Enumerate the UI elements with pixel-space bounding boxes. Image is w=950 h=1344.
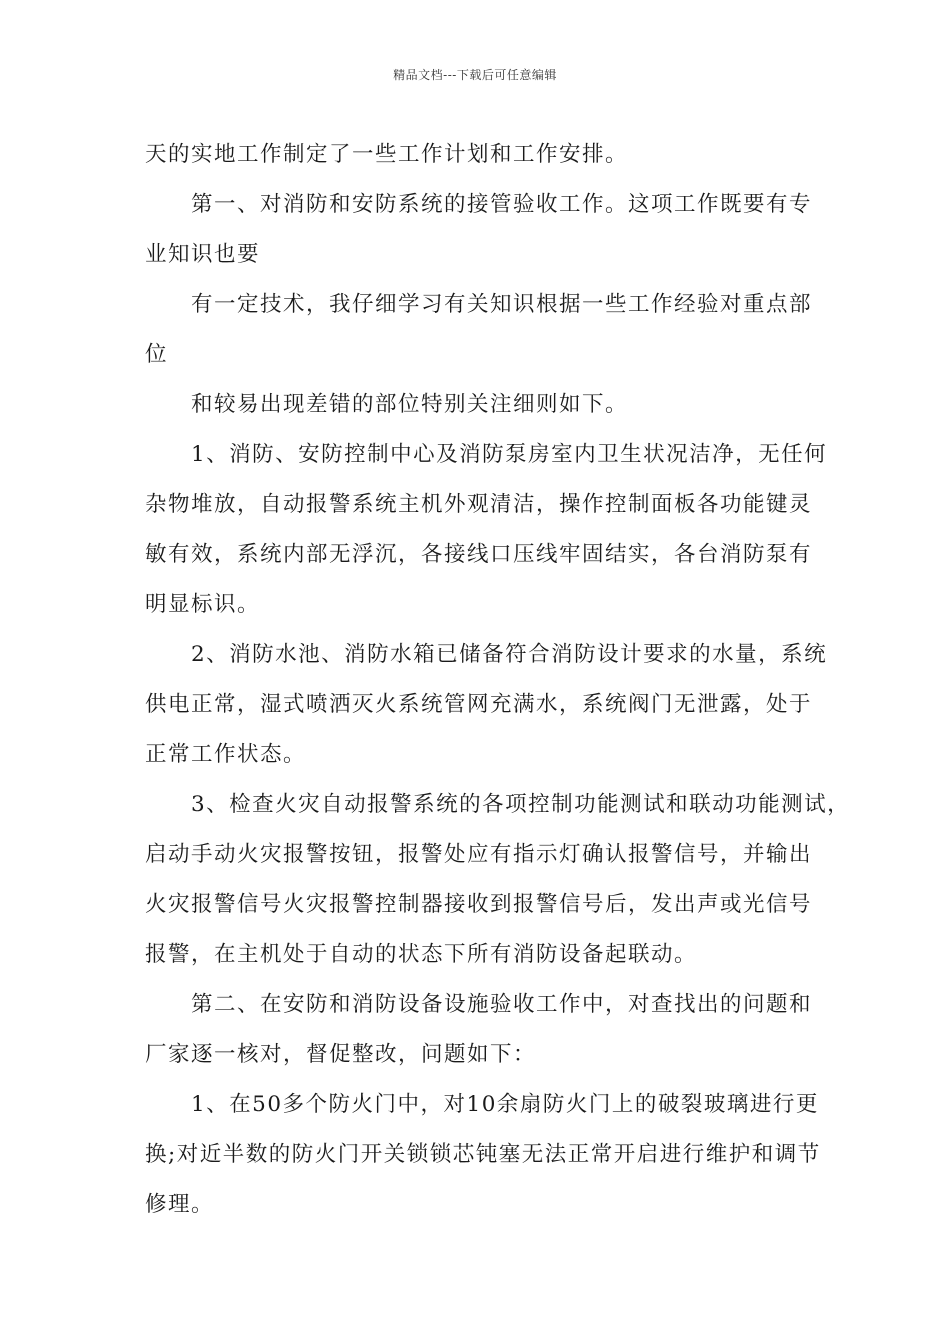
text-line: 正常工作状态。 bbox=[145, 742, 307, 767]
text-line: 供电正常，湿式喷洒灭火系统管网充满水，系统阀门无泄露，处于 bbox=[145, 692, 813, 717]
paragraph-first-line: 和较易出现差错的部位特别关注细则如下。 bbox=[191, 392, 629, 417]
text-line: 位 bbox=[145, 342, 169, 367]
page-header: 精品文档---下载后可任意编辑 bbox=[393, 68, 557, 82]
text-line: 敏有效，系统内部无浮沉，各接线口压线牢固结实，各台消防泵有 bbox=[145, 542, 813, 567]
text-line: 修理。 bbox=[145, 1192, 215, 1217]
text-line: 天的实地工作制定了一些工作计划和工作安排。 bbox=[145, 142, 629, 167]
text-line: 厂家逐一核对，督促整改，问题如下： bbox=[145, 1042, 537, 1067]
paragraph-first-line: 1、消防、安防控制中心及消防泵房室内卫生状况洁净，无任何 bbox=[191, 442, 828, 467]
text-line: 启动手动火灾报警按钮，报警处应有指示灯确认报警信号，并输出 bbox=[145, 842, 813, 867]
text-line: 报警，在主机处于自动的状态下所有消防设备起联动。 bbox=[145, 942, 698, 967]
text-line: 明显标识。 bbox=[145, 592, 261, 617]
paragraph-first-line: 2、消防水池、消防水箱已储备符合消防设计要求的水量，系统 bbox=[191, 642, 828, 667]
text-line: 业知识也要 bbox=[145, 242, 261, 267]
paragraph-first-line: 第二、在安防和消防设备设施验收工作中，对查找出的问题和 bbox=[191, 992, 813, 1017]
paragraph-first-line: 1、在50多个防火门中，对10余扇防火门上的破裂玻璃进行更 bbox=[191, 1092, 819, 1117]
document-body bbox=[145, 130, 851, 1230]
text-line: 火灾报警信号火灾报警控制器接收到报警信号后，发出声或光信号 bbox=[145, 892, 813, 917]
paragraph-first-line: 有一定技术，我仔细学习有关知识根据一些工作经验对重点部 bbox=[191, 292, 813, 317]
paragraph-first-line: 3、检查火灾自动报警系统的各项控制功能测试和联动功能测试， bbox=[191, 792, 851, 817]
text-line: 换;对近半数的防火门开关锁锁芯钝塞无法正常开启进行维护和调节 bbox=[145, 1142, 821, 1167]
text-line: 杂物堆放，自动报警系统主机外观清洁，操作控制面板各功能键灵 bbox=[145, 492, 813, 517]
paragraph-first-line: 第一、对消防和安防系统的接管验收工作。这项工作既要有专 bbox=[191, 192, 813, 217]
